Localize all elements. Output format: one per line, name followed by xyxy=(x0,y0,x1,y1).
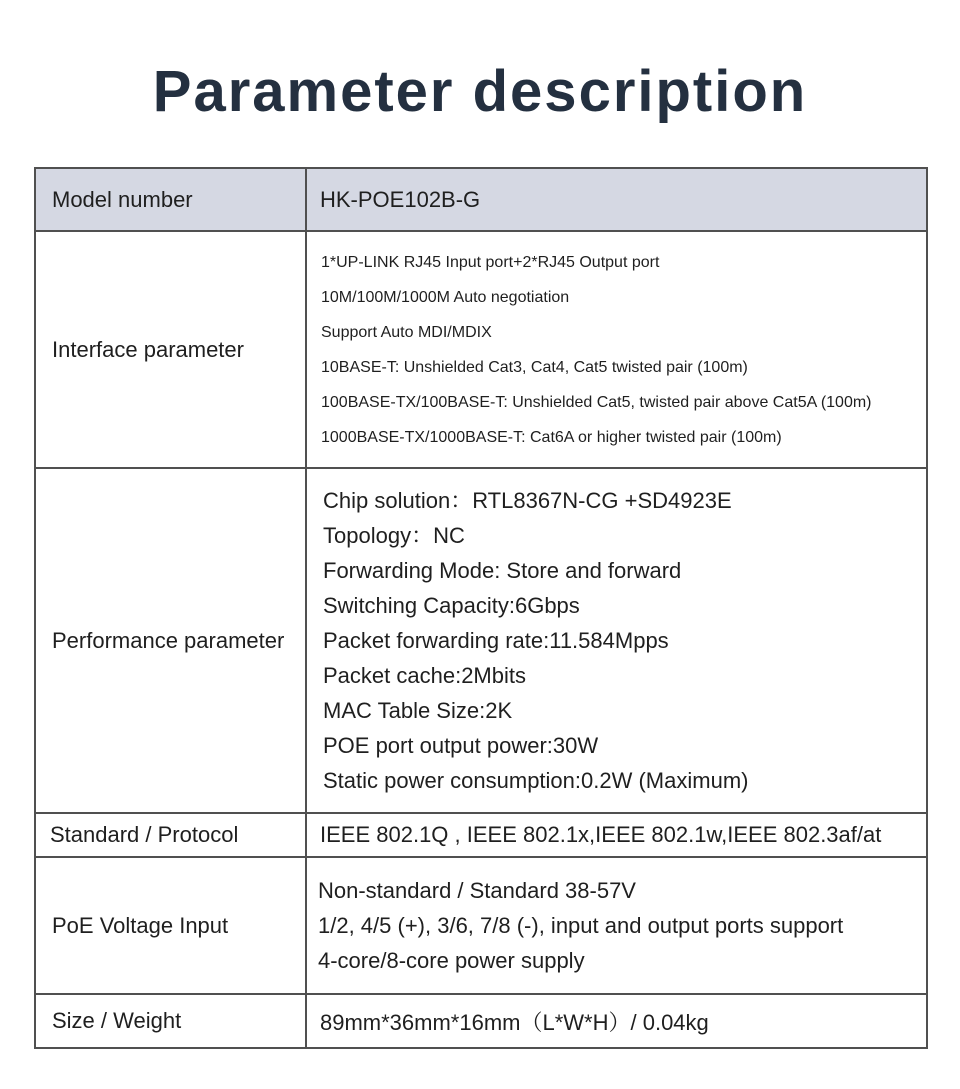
interface-line: 1000BASE-TX/1000BASE-T: Cat6A or higher twisted pair (100m) xyxy=(321,428,782,446)
standard-protocol-value: IEEE 802.1Q , IEEE 802.1x,IEEE 802.1w,IEEE 802.3af/at xyxy=(320,822,882,847)
row-label-size-weight: Size / Weight xyxy=(36,995,307,1047)
row-label-standard-protocol: Standard / Protocol xyxy=(36,814,307,856)
page-title: Parameter description xyxy=(152,59,808,124)
interface-line: 10M/100M/1000M Auto negotiation xyxy=(321,288,570,306)
interface-line: 100BASE-TX/100BASE-T: Unshielded Cat5, twisted pair above Cat5A (100m) xyxy=(321,393,872,411)
performance-line: Packet cache:2Mbits xyxy=(323,663,526,688)
poe-line: Non-standard / Standard 38-57V xyxy=(318,878,636,903)
row-label-model-number: Model number xyxy=(36,169,307,230)
table-row-model-number xyxy=(36,169,926,232)
parameter-table xyxy=(34,167,928,1049)
interface-line: 1*UP-LINK RJ45 Input port+2*RJ45 Output port xyxy=(321,253,660,271)
performance-line: Topology：NC xyxy=(323,523,465,548)
row-label-poe-voltage-input: PoE Voltage Input xyxy=(36,858,307,993)
table-row-interface-parameter xyxy=(36,232,926,469)
interface-line: 10BASE-T: Unshielded Cat3, Cat4, Cat5 twisted pair (100m) xyxy=(321,358,748,376)
poe-line: 4-core/8-core power supply xyxy=(318,948,585,973)
performance-line: POE port output power:30W xyxy=(323,733,599,758)
performance-line: Chip solution：RTL8367N-CG +SD4923E xyxy=(323,488,732,513)
table-row-performance-parameter xyxy=(36,469,926,814)
poe-line: 1/2, 4/5 (+), 3/6, 7/8 (-), input and output ports support xyxy=(318,913,844,938)
row-value-interface-parameter xyxy=(309,232,926,467)
table-row-poe-voltage-input xyxy=(36,858,926,995)
performance-line: Static power consumption:0.2W (Maximum) xyxy=(323,768,749,793)
row-label-performance-parameter: Performance parameter xyxy=(36,469,307,812)
row-value-poe-voltage-input xyxy=(309,858,926,993)
model-number-value: HK-POE102B-G xyxy=(320,186,481,212)
performance-line: MAC Table Size:2K xyxy=(323,698,513,723)
performance-line: Switching Capacity:6Gbps xyxy=(323,593,580,618)
table-row-standard-protocol xyxy=(36,814,926,858)
performance-line: Forwarding Mode: Store and forward xyxy=(323,558,682,583)
table-row-size-weight xyxy=(36,995,926,1047)
row-value-standard-protocol xyxy=(309,814,926,856)
interface-line: Support Auto MDI/MDIX xyxy=(321,323,492,341)
row-value-performance-parameter xyxy=(309,469,926,812)
row-label-interface-parameter: Interface parameter xyxy=(36,232,307,467)
size-weight-value: 89mm*36mm*16mm（L*W*H）/ 0.04kg xyxy=(320,1009,709,1035)
row-value-size-weight xyxy=(309,995,926,1047)
row-value-model-number xyxy=(309,169,926,230)
performance-line: Packet forwarding rate:11.584Mpps xyxy=(323,628,669,653)
